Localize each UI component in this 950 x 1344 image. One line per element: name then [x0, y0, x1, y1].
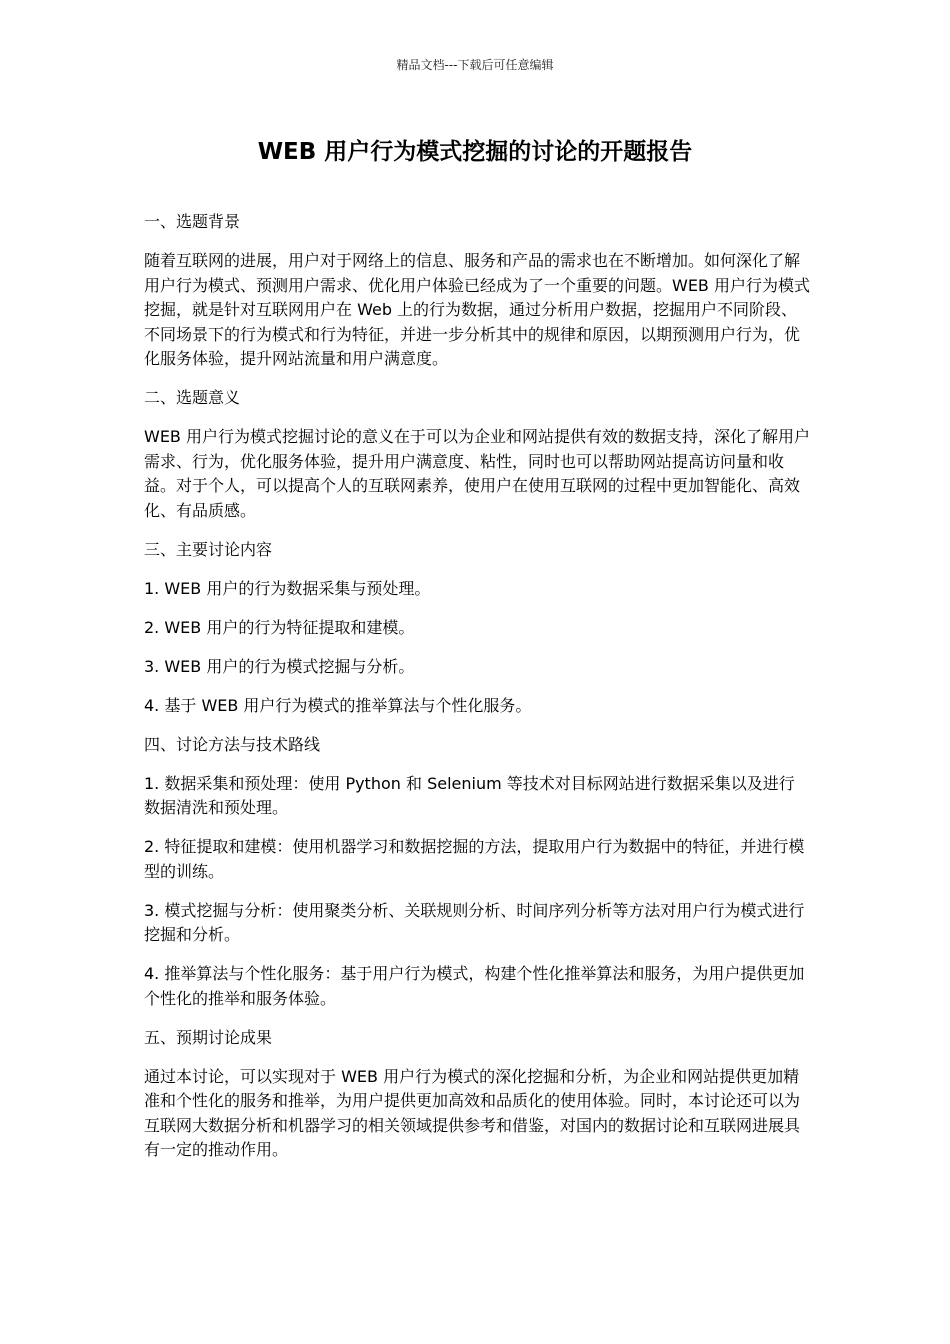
paragraph-significance: WEB 用户行为模式挖掘讨论的意义在于可以为企业和网站提供有效的数据支持，深化了解用户需求、行为，优化服务体验，提升用户满意度、粘性，同时也可以帮助网站提高访问量和收益。对于个人，可以提高个人的互联网素养，使用户在使用互联网的过程中更加智能化、高效化、有品质感。	[144, 427, 810, 520]
section-heading-significance: 二、选题意义	[144, 388, 241, 407]
section-heading-background: 一、选题背景	[144, 212, 241, 231]
section-heading-methods: 四、讨论方法与技术路线	[144, 734, 321, 754]
section-heading-main-content: 三、主要讨论内容	[144, 539, 273, 559]
list-item-main-content-3: 3. WEB 用户的行为模式挖掘与分析。	[144, 656, 415, 676]
list-item-method-3: 3. 模式挖掘与分析：使用聚类分析、关联规则分析、时间序列分析等方法对用户行为模式进行挖掘和分析。	[144, 900, 805, 944]
list-item-method-4: 4. 推举算法与个性化服务：基于用户行为模式，构建个性化推举算法和服务，为用户提供更加个性化的推举和服务体验。	[144, 964, 805, 1008]
list-item-main-content-2: 2. WEB 用户的行为特征提取和建模。	[144, 617, 415, 637]
list-item-main-content-1: 1. WEB 用户的行为数据采集与预处理。	[144, 578, 431, 598]
document-title: WEB 用户行为模式挖掘的讨论的开题报告	[257, 139, 693, 165]
paragraph-background: 随着互联网的进展，用户对于网络上的信息、服务和产品的需求也在不断增加。如何深化了解用户行为模式、预测用户需求、优化用户体验已经成为了一个重要的问题。WEB 用户行为模式挖掘，就是针对互联网用户在 Web 上的行为数据，通过分析用户数据，挖掘用户不同阶段、不同场景下的行为模式和行为特征，并进一步分析其中的规律和原因，以期预测用户行为，优化服务体验，提升网站流量和用户满意度。	[144, 251, 810, 368]
section-heading-expected-results: 五、预期讨论成果	[144, 1027, 273, 1047]
document-body	[144, 210, 810, 1177]
paragraph-expected-results: 通过本讨论，可以实现对于 WEB 用户行为模式的深化挖掘和分析，为企业和网站提供更加精准和个性化的服务和推举，为用户提供更加高效和品质化的使用体验。同时，本讨论还可以为互联网大数据分析和机器学习的相关领域提供参考和借鉴，对国内的数据讨论和互联网进展具有一定的推动作用。	[144, 1066, 801, 1159]
page-header: 精品文档---下载后可任意编辑	[396, 58, 554, 72]
list-item-method-2: 2. 特征提取和建模：使用机器学习和数据挖掘的方法，提取用户行为数据中的特征，并进行模型的训练。	[144, 837, 805, 881]
list-item-method-1: 1. 数据采集和预处理：使用 Python 和 Selenium 等技术对目标网站进行数据采集以及进行数据清洗和预处理。	[144, 773, 795, 817]
list-item-main-content-4: 4. 基于 WEB 用户行为模式的推举算法与个性化服务。	[144, 695, 532, 715]
